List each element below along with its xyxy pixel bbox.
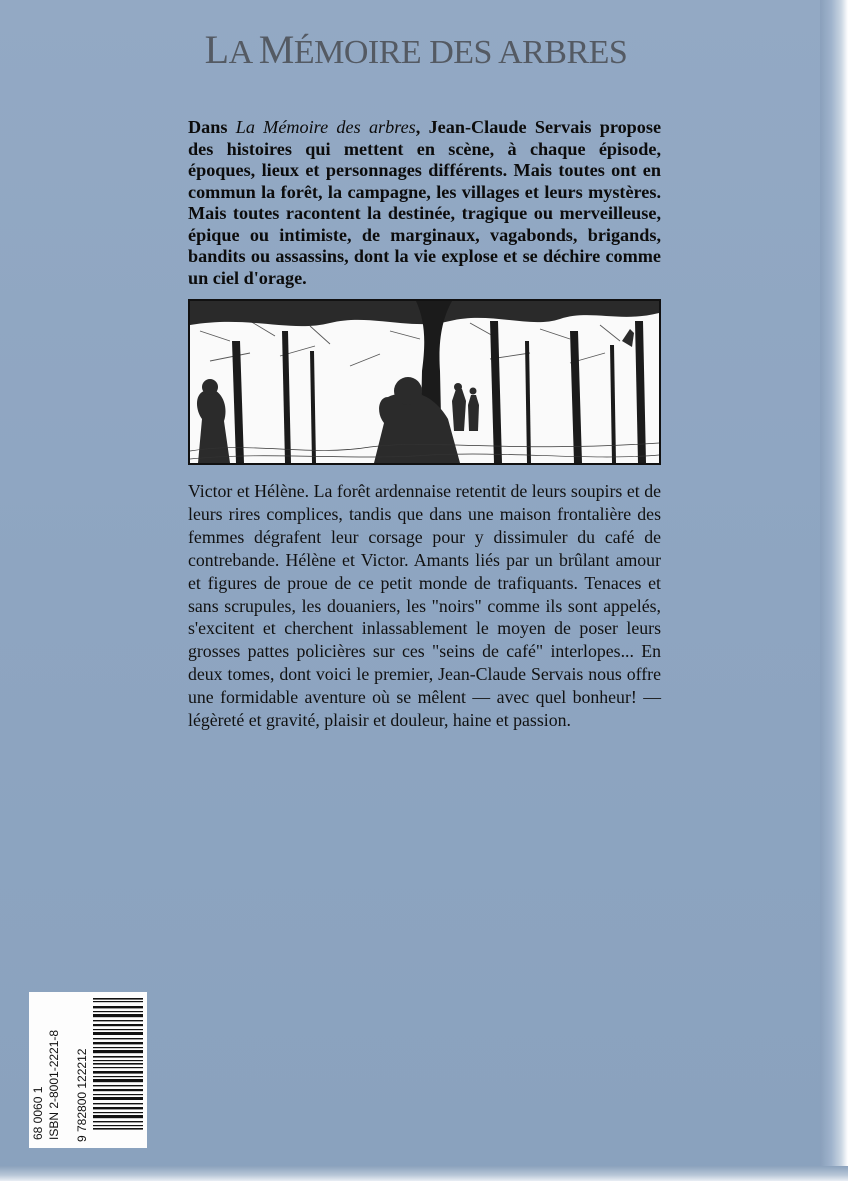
- book-bottom-edge: [0, 1166, 848, 1181]
- book-title: LA MÉMOIRE DES ARBRES: [204, 27, 628, 72]
- ean-number: 9 782800 122212: [75, 1048, 89, 1142]
- barcode-code: 68 0060 1: [31, 1086, 45, 1140]
- synopsis-paragraph: Victor et Hélène. La forêt ardennaise retentit de leurs soupirs et de leurs rires complices, tandis que dans une maison frontalière des femmes dégrafent leur corsage pour y dissimuler du café de contrebande. Hélène et Victor. Amants liés par un brûlant amour et figures de proue de ce petit monde de trafiquants. Tenaces et sans scrupules, les douaniers, les "noirs" comme ils sont appelés, s'excitent et cherchent inlassablement le moyen de poser leurs grosses pattes policières sur ces "seins de café" interlopes... En deux tomes, dont voici le premier, Jean-Claude Servais nous offre une formidable aventure où se mêlent — avec quel bonheur! — légèreté et gravité, plaisir et douleur, haine et passion.: [188, 481, 661, 731]
- series-title-italic: La Mémoire des arbres: [235, 117, 416, 137]
- intro-paragraph: Dans La Mémoire des arbres, Jean-Claude Servais propose des histoires qui mettent en scène, à chaque épisode, époques, lieux et personnages différents. Mais toutes ont en commun la forêt, la campagne, les villages et leurs mystères. Mais toutes racontent la destinée, tragique ou merveilleuse, épique ou intimiste, de marginaux, vagabonds, brigands, bandits ou assassins, dont la vie explose et se déchire comme un ciel d'orage.: [188, 117, 662, 288]
- forest-illustration: [188, 299, 661, 465]
- book-spine-edge: [820, 0, 848, 1181]
- isbn-number: ISBN 2-8001-2221-8: [47, 1029, 61, 1140]
- barcode-label: [29, 992, 147, 1148]
